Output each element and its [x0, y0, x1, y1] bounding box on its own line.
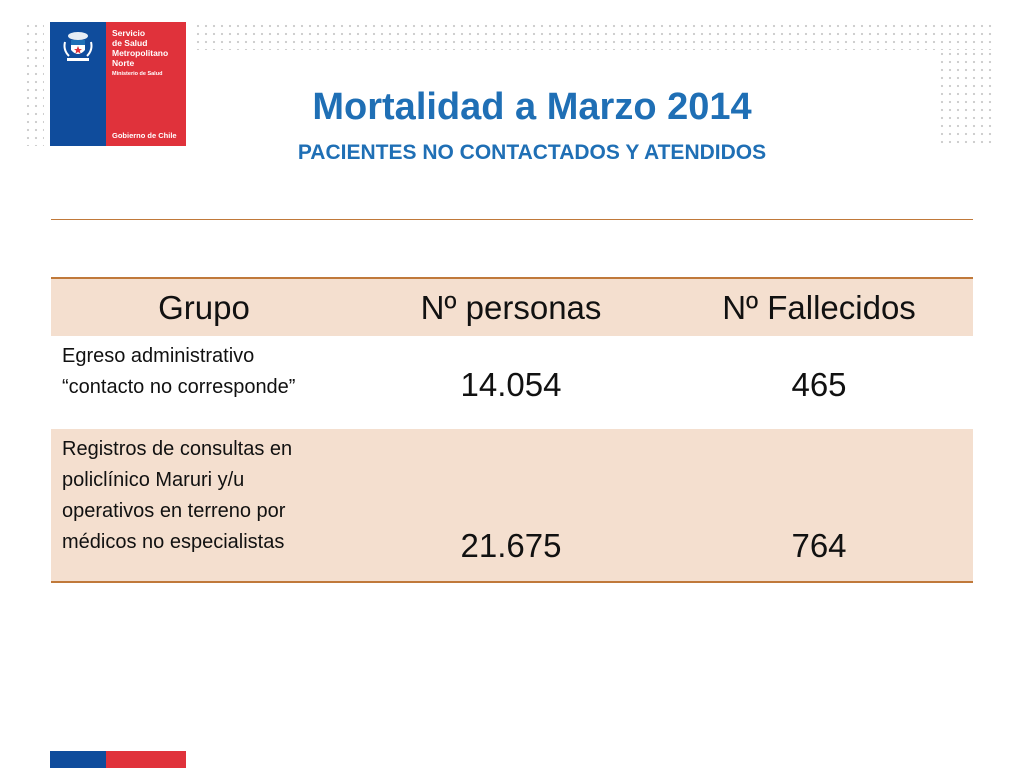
table-row	[51, 336, 973, 429]
row-fallecidos: 764	[791, 527, 847, 564]
logo-government: Gobierno de Chile	[112, 131, 177, 140]
logo-org-name: Servicio de Salud Metropolitano Norte	[112, 28, 169, 68]
dot-pattern-top	[194, 22, 994, 50]
header-grupo: Grupo	[158, 288, 250, 326]
page-title: Mortalidad a Marzo 2014	[312, 86, 752, 128]
divider	[51, 219, 973, 220]
row-group-label: Egreso administrativo “contacto no corresponde”	[62, 345, 296, 398]
row-personas: 21.675	[460, 527, 562, 564]
footer-red-block	[106, 751, 186, 768]
mortality-table	[51, 277, 973, 583]
row-fallecidos: 465	[791, 365, 847, 403]
row-personas: 14.054	[460, 365, 562, 403]
logo-ministry: Ministerio de Salud	[112, 71, 163, 77]
header-fallecidos: Nº Fallecidos	[722, 288, 916, 326]
table-row	[51, 429, 973, 582]
row-group-label: Registros de consultas en policlínico Maruri y/u operativos en terreno por médicos no especialistas	[62, 438, 293, 553]
page-subtitle: PACIENTES NO CONTACTADOS Y ATENDIDOS	[297, 141, 767, 164]
footer-logo-bar	[50, 751, 186, 768]
table-header-row	[51, 278, 973, 336]
coat-of-arms-icon	[59, 28, 97, 64]
footer-blue-block	[50, 751, 106, 768]
header-personas: Nº personas	[420, 288, 602, 326]
